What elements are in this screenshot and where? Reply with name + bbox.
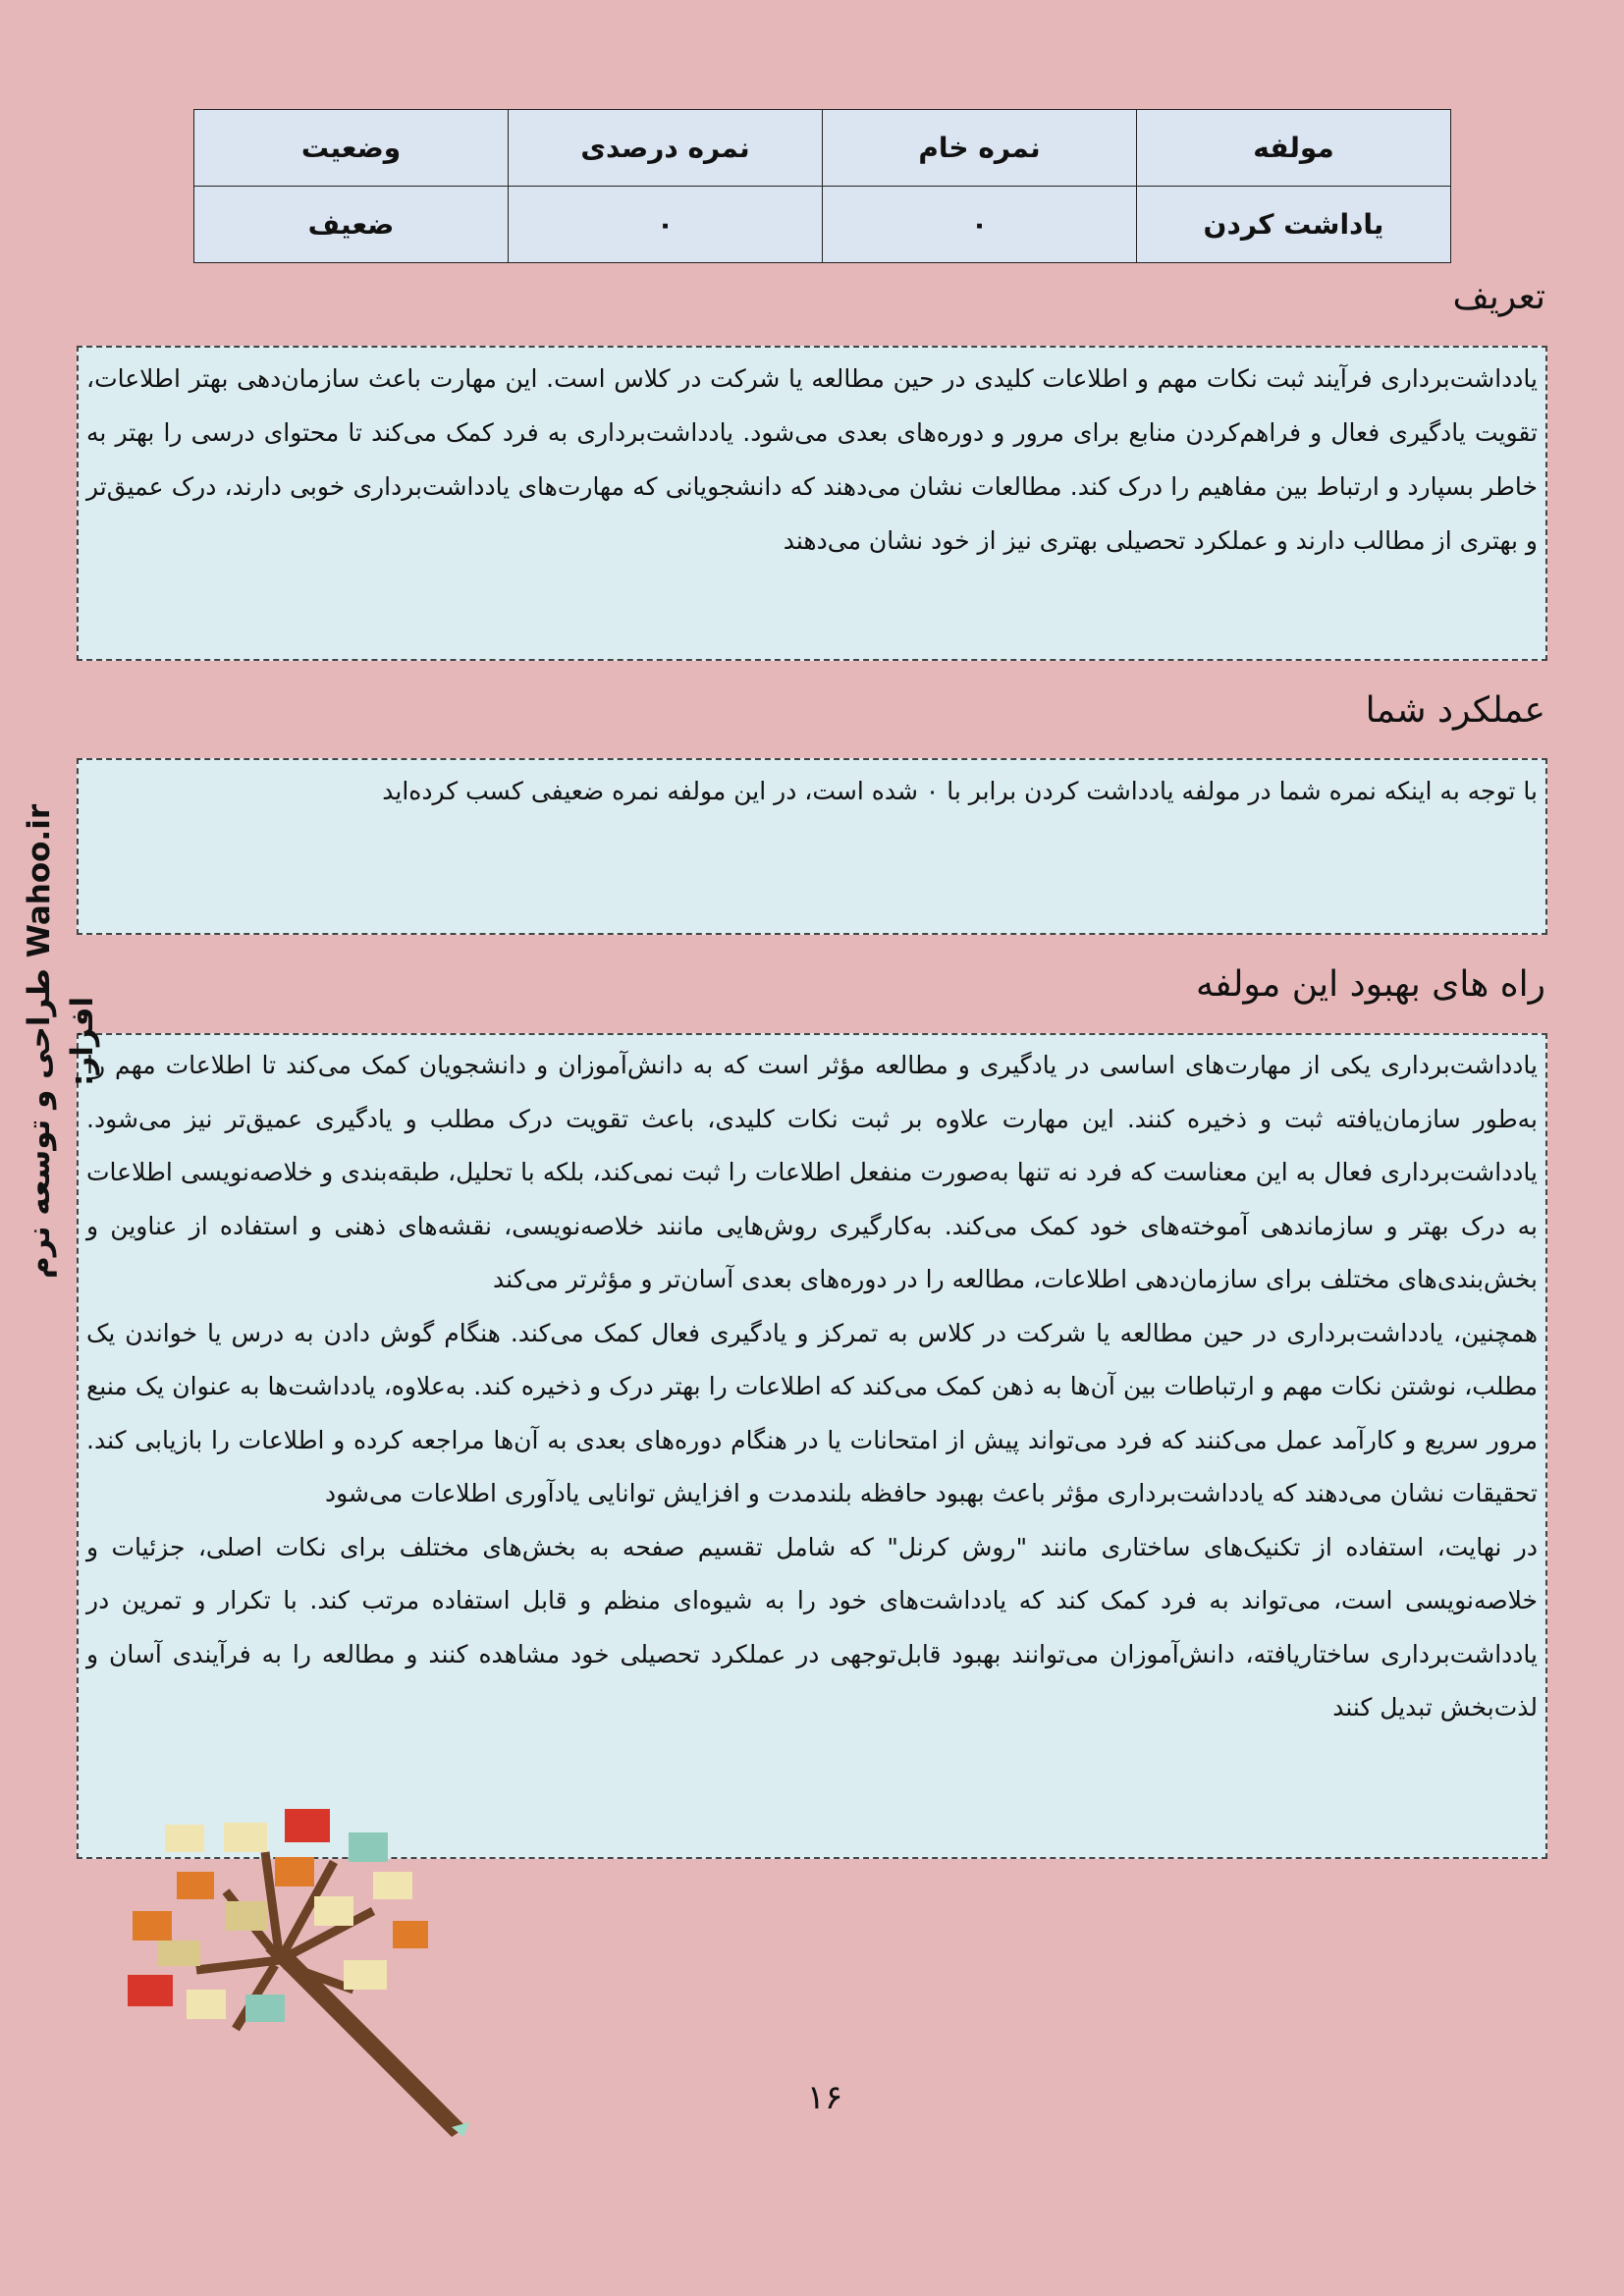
table-header-cell: مولفه	[1137, 110, 1451, 187]
page-number: ۱۶	[806, 2078, 843, 2117]
improvement-box	[77, 1033, 1547, 1859]
table-cell: یاداشت کردن	[1137, 187, 1451, 263]
table-row	[194, 187, 1451, 263]
table-cell: ۰	[509, 187, 823, 263]
definition-heading: تعریف	[1452, 277, 1545, 317]
table-cell: ضعیف	[194, 187, 509, 263]
sidebar-credit: Wahoo.ir طراحی و توسعه نرم افزار:	[22, 803, 100, 1279]
performance-text: با توجه به اینکه نمره شما در مولفه یادداشت کردن برابر با ۰ شده است، در این مولفه نمره ضعیفی کسب کرده‌اید	[382, 777, 1538, 805]
table-header-cell: نمره خام	[823, 110, 1137, 187]
definition-text: یادداشت‌برداری فرآیند ثبت نکات مهم و اطلاعات کلیدی در حین مطالعه یا شرکت در کلاس است. این مهارت باعث سازمان‌دهی بهتر اطلاعات، تقویت یادگیری فعال و فراهم‌کردن منابع برای مرور و دوره‌های بعدی می‌شود. یادداشت‌برداری به فرد کمک می‌کند تا محتوای درسی را بهتر به خاطر بسپارد و ارتباط بین مفاهیم را درک کند. مطالعات نشان می‌دهند که دانشجویانی که مهارت‌های یادداشت‌برداری خوبی دارند، درک عمیق‌تر و بهتری از مطالب دارند و عملکرد تحصیلی بهتری نیز از خود نشان می‌دهند	[86, 364, 1538, 555]
table-cell: ۰	[823, 187, 1137, 263]
performance-box	[77, 758, 1547, 935]
improvement-paragraph: همچنین، یادداشت‌برداری در حین مطالعه یا شرکت در کلاس به تمرکز و یادگیری فعال کمک می‌کند. هنگام گوش دادن به درس یا خواندن یک مطلب، نوشتن نکات مهم و ارتباطات بین آن‌ها به ذهن کمک می‌کند که اطلاعات را بهتر درک و ذخیره کند. به‌علاوه، یادداشت‌ها به عنوان یک منبع مرور سریع و کارآمد عمل می‌کنند که فرد می‌تواند پیش از امتحانات یا در هنگام دوره‌های بعدی به آن‌ها مراجعه کرده و اطلاعات را بازیابی کند. تحقیقات نشان می‌دهند که یادداشت‌برداری مؤثر باعث بهبود حافظه بلندمدت و افزایش توانایی یادآوری اطلاعات می‌شود	[86, 1318, 1538, 1507]
improvement-paragraph: یادداشت‌برداری یکی از مهارت‌های اساسی در یادگیری و مطالعه مؤثر است که به دانش‌آموزان و دانشجویان کمک می‌کند تا اطلاعات مهم را به‌طور سازمان‌یافته ثبت و ذخیره کنند. این مهارت علاوه بر ثبت نکات کلیدی، باعث تقویت درک مطلب و یادگیری عمیق‌تر نیز می‌شود. یادداشت‌برداری فعال به این معناست که فرد نه تنها به‌صورت منفعل اطلاعات را ثبت نمی‌کند، بلکه با تحلیل، طبقه‌بندی و خلاصه‌نویسی اطلاعات به درک بهتر و سازماندهی آموخته‌های خود کمک می‌کند. به‌کارگیری روش‌هایی مانند خلاصه‌نویسی، نقشه‌های ذهنی و استفاده از عناوین و بخش‌بندی‌های مختلف برای سازمان‌دهی اطلاعات، مطالعه را در دوره‌های بعدی آسان‌تر و مؤثرتر می‌کند	[86, 1051, 1538, 1293]
improvement-heading: راه های بهبود این مولفه	[1195, 964, 1545, 1005]
table-header-cell: وضعیت	[194, 110, 509, 187]
table-header-cell: نمره درصدی	[509, 110, 823, 187]
performance-heading: عملکرد شما	[1365, 690, 1545, 731]
improvement-paragraph: در نهایت، استفاده از تکنیک‌های ساختاری مانند "روش کرنل" که شامل تقسیم صفحه به بخش‌های مختلف برای نکات اصلی، جزئیات و خلاصه‌نویسی است، می‌تواند به فرد کمک کند که یادداشت‌های خود را به شیوه‌ای منظم و قابل استفاده مرتب کند. با تکرار و تمرین در یادداشت‌برداری ساختاریافته، دانش‌آموزان می‌توانند بهبود قابل‌توجهی در عملکرد تحصیلی خود مشاهده کنند و مطالعه را به فرآیندی آسان و لذت‌بخش تبدیل کنند	[86, 1532, 1538, 1722]
table-header-row	[194, 110, 1451, 187]
score-table	[193, 109, 1451, 263]
definition-box	[77, 346, 1547, 661]
